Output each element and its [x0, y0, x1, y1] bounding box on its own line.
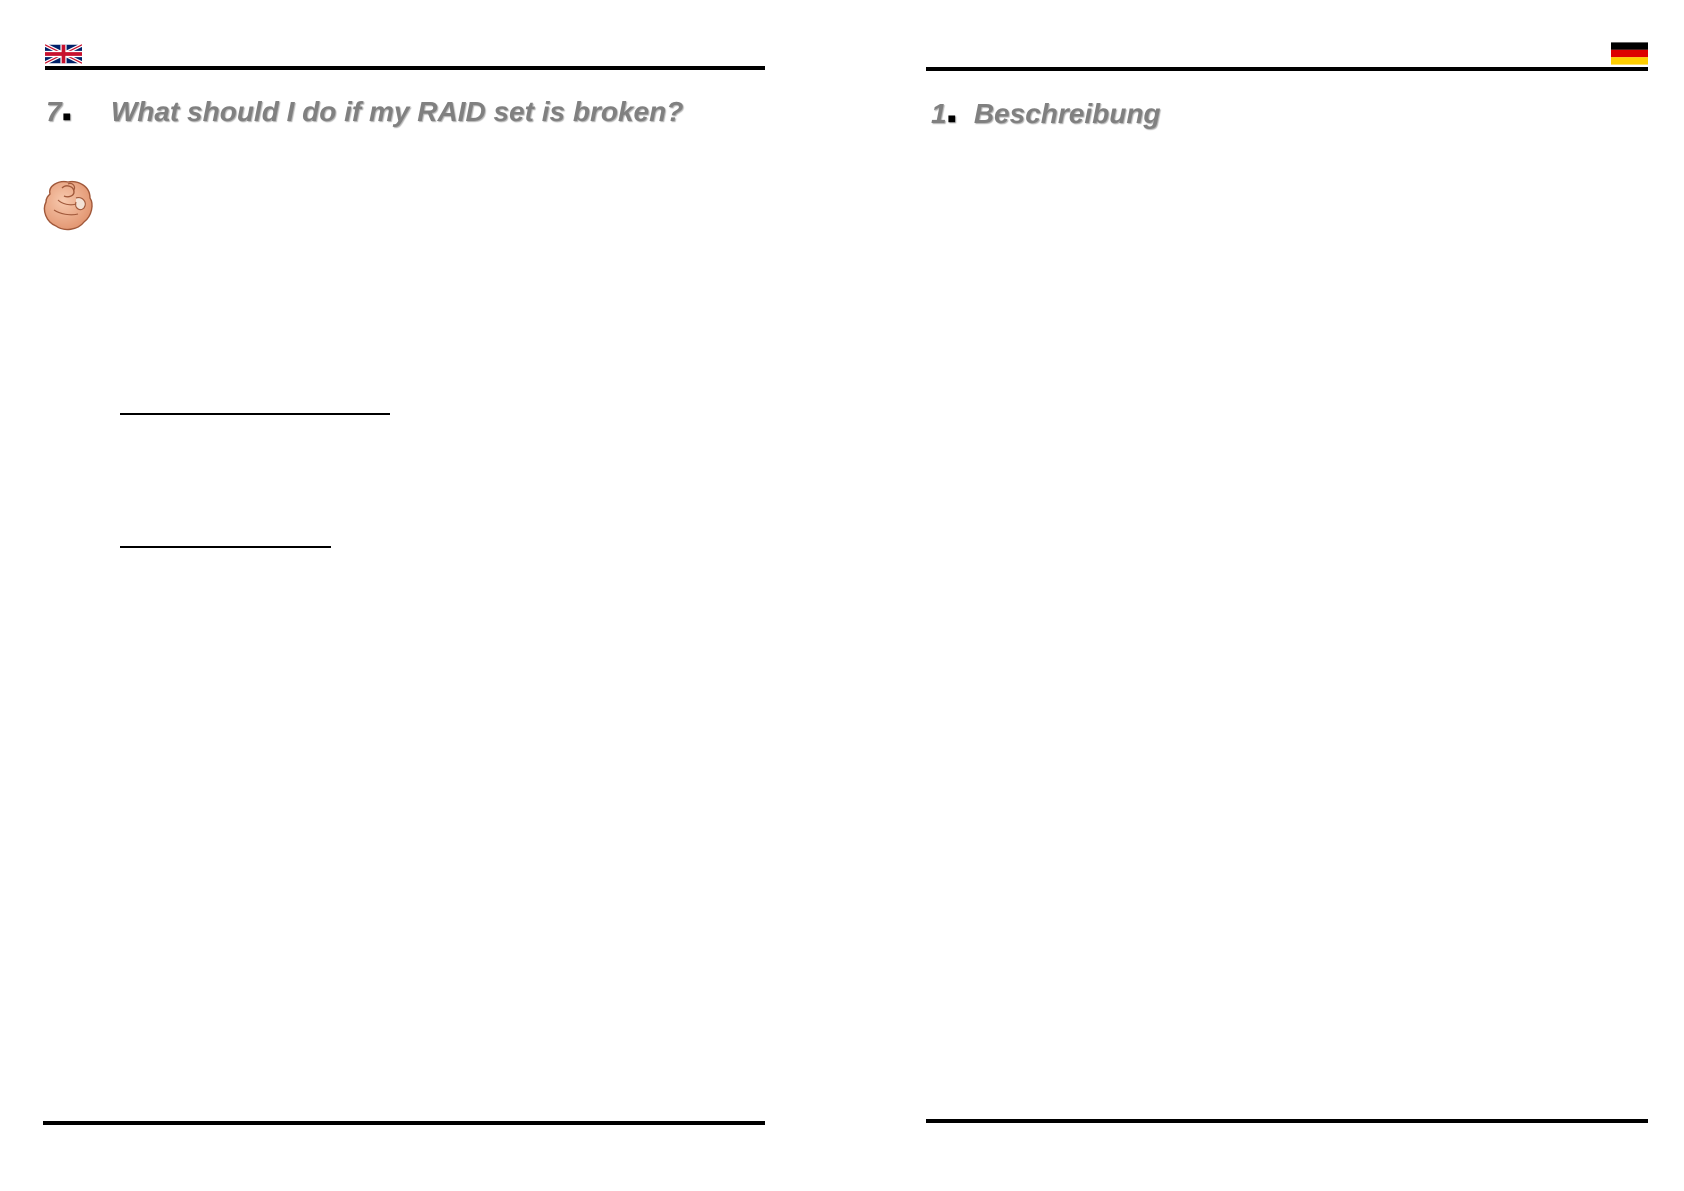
footer-rule: [926, 1119, 1648, 1123]
german-flag-icon: [1611, 42, 1648, 65]
section-number: 7: [46, 96, 62, 127]
underline-blank-2: [120, 546, 331, 548]
right-page: [842, 0, 1684, 1191]
header-rule: [45, 66, 765, 70]
pointing-hand-icon: [40, 176, 96, 234]
header-rule: [926, 67, 1648, 71]
section-title: Beschreibung: [973, 98, 1161, 129]
section-heading: [931, 98, 1161, 130]
footer-rule: [43, 1121, 765, 1125]
underline-blank-1: [120, 413, 390, 415]
section-number-dot: ■: [947, 110, 957, 126]
uk-flag-icon: [45, 44, 82, 64]
section-title: What should I do if my RAID set is broken?: [110, 96, 684, 127]
section-number-dot: ■: [62, 108, 72, 124]
section-number: 1: [931, 98, 947, 129]
section-heading: [46, 96, 683, 128]
